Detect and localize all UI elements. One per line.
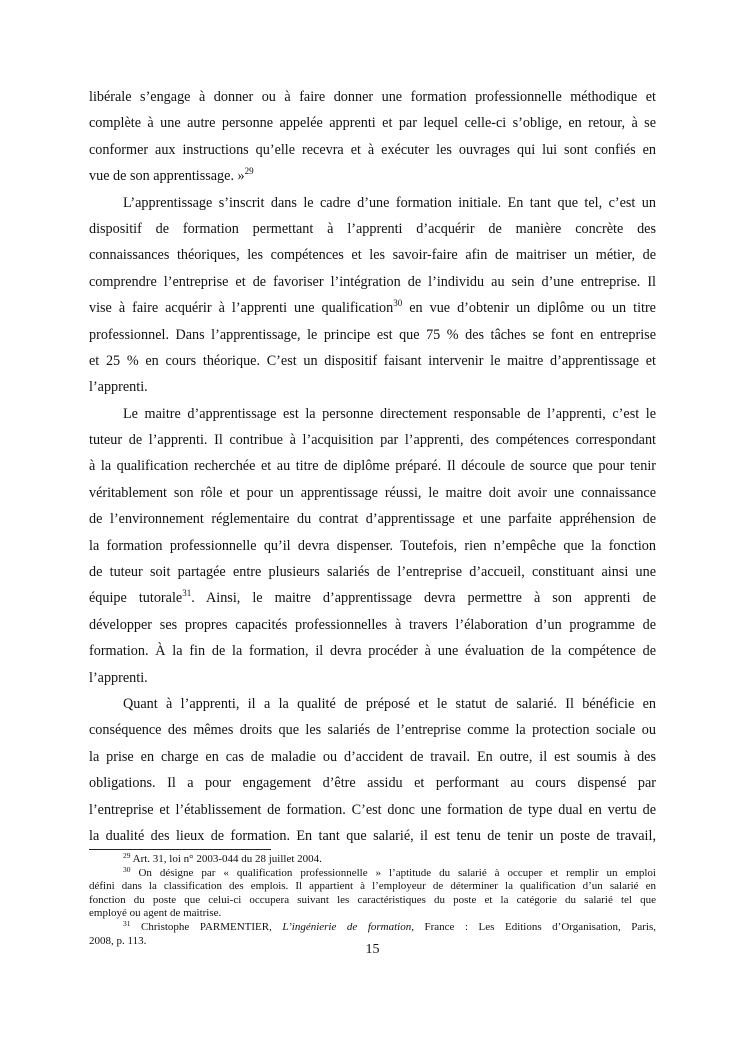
body-line (89, 163, 656, 189)
line-text: Quant à l’apprenti, il a la qualité de préposé et le statut de salarié. Il bénéficie en (123, 695, 656, 712)
line-text: la dualité des lieux de formation. En tant que salarié, il est tenu de tenir un poste de travail, (89, 827, 656, 844)
line-text: l’apprenti. (89, 669, 148, 686)
line-text: fonction du poste que celui-ci occupera suivant les caractéristiques du poste et la catégorie du salarié tel que (89, 893, 656, 906)
line-text-continued: en vue d’obtenir un diplôme ou un titre (402, 300, 656, 317)
line-text: vise à faire acquérir à l’apprenti une qualification (89, 300, 394, 317)
body-line (89, 506, 656, 532)
footnote-reference: 29 (244, 166, 254, 177)
line-text: conformer aux instructions qu’elle recevra et à exécuter les ouvrages qui lui sont confiés en (89, 141, 656, 158)
line-text: à la qualification recherchée et au titre de diplôme préparé. Il découle de source que pour tenir (89, 458, 656, 475)
body-line (89, 242, 656, 268)
line-text: Le maitre d’apprentissage est la personne directement responsable de l’apprenti, c’est le (123, 405, 656, 422)
body-line (89, 585, 656, 611)
footnote-number: 29 (123, 851, 131, 860)
body-line (89, 348, 656, 374)
footnote-reference: 30 (393, 298, 403, 309)
footnote-number: 30 (123, 864, 131, 874)
footnote-reference: 31 (182, 588, 192, 599)
body-line (89, 427, 656, 453)
line-text: On désigne par « qualification professionnelle » l’aptitude du salarié à occuper et remplir un emploi (130, 866, 656, 879)
line-text: obligations. Il a pour engagement d’être assidu et performant au cours dispensé par (89, 775, 656, 792)
line-text: l’entreprise et l’établissement de formation. C’est donc une formation de type dual en vertu de (89, 801, 656, 818)
body-line (89, 453, 656, 479)
body-line (89, 190, 656, 216)
line-text: 2008, p. 113. (89, 934, 147, 947)
line-text: dispositif de formation permettant à l’apprenti d’acquérir de manière concrète des (89, 220, 656, 237)
body-line (89, 84, 656, 110)
body-line (89, 770, 656, 796)
line-text: Art. 31, loi n° 2003-044 du 28 juillet 2004. (130, 853, 322, 865)
body-line (89, 797, 656, 823)
footnote-line (89, 918, 656, 935)
footnote-line (89, 864, 656, 881)
line-text: comprendre l’entreprise et de favoriser l’intégration de l’individu au sein d’une entreprise. Il (89, 273, 656, 290)
line-text: formation. À la fin de la formation, il devra procéder à une évaluation de la compétence de (89, 643, 656, 660)
line-text: L’apprentissage s’inscrit dans le cadre d’une formation initiale. En tant que tel, c’est un (123, 194, 656, 211)
line-text: équipe tutorale (89, 590, 183, 607)
body-line (89, 401, 656, 427)
line-text: complète à une autre personne appelée apprenti et par lequel celle-ci s’oblige, en retour, à se (89, 115, 656, 132)
body-line (89, 665, 656, 691)
body-line (89, 137, 656, 163)
line-text: de tuteur soit partagée entre plusieurs salariés de l’entreprise d’accueil, constituant ainsi une (89, 564, 656, 581)
line-text: employé ou agent de maitrise. (89, 907, 222, 920)
line-text: tuteur de l’apprenti. Il contribue à l’acquisition par l’apprenti, des compétences correspondant (89, 432, 656, 449)
page-number: 15 (365, 942, 380, 957)
body-line (89, 823, 656, 849)
line-text: libérale s’engage à donner ou à faire donner une formation professionnelle méthodique et (89, 89, 656, 105)
line-text: et 25 % en cours théorique. C’est un dispositif faisant intervenir le maitre d’apprentissage et (89, 352, 656, 369)
footnote-line (89, 880, 656, 894)
line-text: professionnel. Dans l’apprentissage, le principe est que 75 % des tâches se font en entreprise (89, 326, 656, 343)
line-text: Christophe PARMENTIER, (130, 920, 283, 933)
body-line (89, 374, 656, 400)
footnote-number: 31 (123, 918, 131, 928)
line-text-continued: , France : Les Editions d’Organisation, Paris, (411, 920, 656, 933)
body-line (89, 638, 656, 664)
line-text: conséquence des mêmes droits que les salariés de l’entreprise comme la protection sociale ou (89, 722, 656, 739)
footnotes (89, 853, 656, 948)
footnote-line (89, 853, 656, 867)
body-line (89, 559, 656, 585)
line-text-continued: . Ainsi, le maitre d’apprentissage devra permettre à son apprenti de (191, 590, 656, 607)
body-line (89, 110, 656, 136)
footnote-line (89, 907, 656, 921)
line-text: de l’environnement réglementaire du contrat d’apprentissage et une parfaite appréhension de (89, 511, 656, 528)
line-text: connaissances théoriques, les compétences et les savoir-faire afin de maitriser un métier, de (89, 247, 656, 264)
footnote-separator (89, 849, 271, 850)
line-text: défini dans la classification des emplois. Il appartient à l’employeur de déterminer la qualification d’un salarié en (89, 880, 656, 893)
body-line (89, 480, 656, 506)
line-text: développer ses propres capacités professionnelles à travers l’élaboration d’un programme de (89, 616, 656, 633)
body-line (89, 533, 656, 559)
line-text: la formation professionnelle qu’il devra dispenser. Toutefois, rien n’empêche que la fonction (89, 537, 656, 554)
body-line (89, 295, 656, 321)
line-text: l’apprenti. (89, 379, 148, 396)
body-line (89, 216, 656, 242)
line-text: véritablement son rôle et pour un apprentissage réussi, le maitre doit avoir une connaissance (89, 484, 656, 501)
italic-title: L’ingénierie de formation (282, 920, 412, 933)
line-text: vue de son apprentissage. » (89, 168, 245, 185)
line-text: la prise en charge en cas de maladie ou d’accident de travail. En outre, il est soumis à des (89, 748, 656, 765)
footnote-line (89, 894, 656, 908)
body-line (89, 269, 656, 295)
body-line (89, 612, 656, 638)
body-line (89, 322, 656, 348)
body-text (89, 84, 656, 849)
body-line (89, 744, 656, 770)
body-line (89, 691, 656, 717)
body-line (89, 717, 656, 743)
